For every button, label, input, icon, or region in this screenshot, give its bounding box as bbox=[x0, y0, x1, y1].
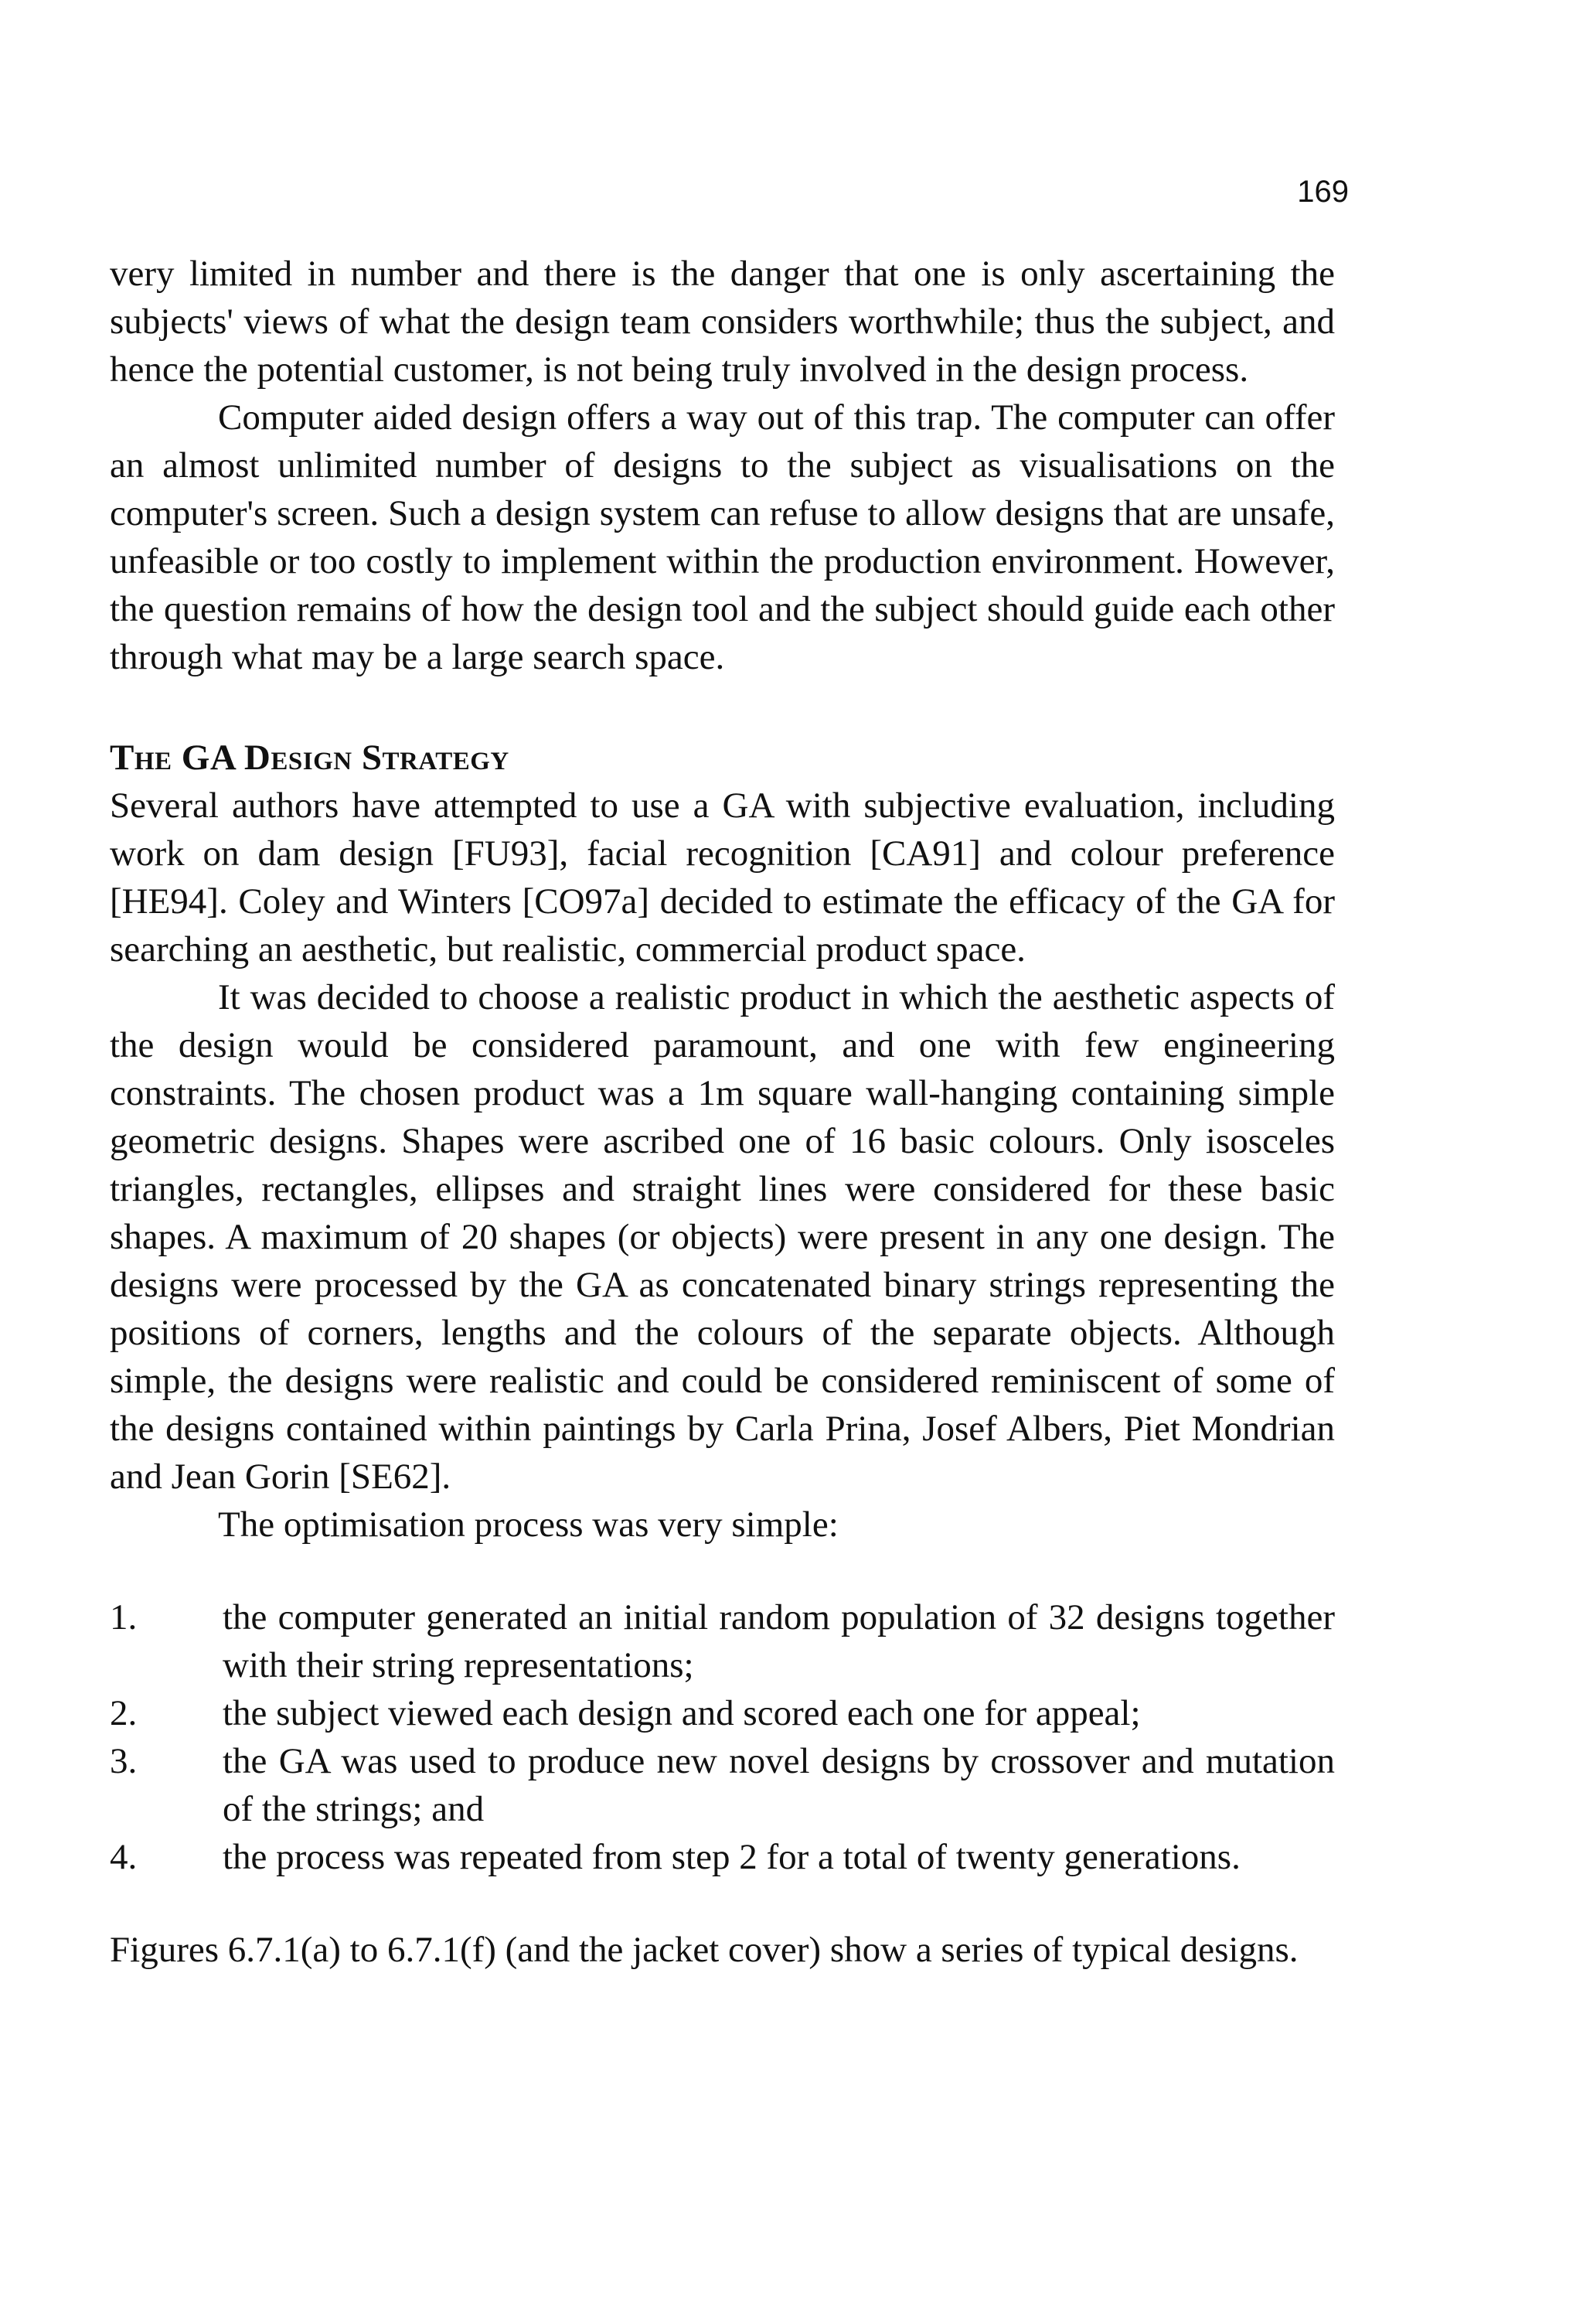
page-body bbox=[110, 250, 1335, 1974]
paragraph-realistic-product: It was decided to choose a realistic product in which the aesthetic aspects of the design would be considered paramount, and one with few engineering constraints. The chosen product was a 1m square wall-hanging containing simple geometric designs. Shapes were ascribed one of 16 basic colours. Only isosceles triangles, rectangles, ellipses and straight lines were considered for these basic shapes. A maximum of 20 shapes (or objects) were present in any one design. The designs were processed by the GA as concatenated binary strings representing the positions of corners, lengths and the colours of the separate objects. Although simple, the designs were realistic and could be considered reminiscent of some of the designs contained within paintings by Carla Prina, Josef Albers, Piet Mondrian and Jean Gorin [SE62]. bbox=[110, 977, 1335, 1497]
list-item-text: the GA was used to produce new novel designs by crossover and mutation of the strings; and bbox=[223, 1741, 1335, 1829]
page-number: 169 bbox=[1297, 175, 1349, 209]
paragraph-continuation: very limited in number and there is the danger that one is only ascertaining the subjects' views of what the design team considers worthwhile; thus the subject, and hence the potential customer, is not being truly involved in the design process. bbox=[110, 254, 1335, 390]
list-item-number: 4. bbox=[110, 1837, 138, 1877]
section-heading: The GA Design Strategy bbox=[110, 738, 509, 778]
paragraph-several-authors: Several authors have attempted to use a GA with subjective evaluation, including work on dam design [FU93], facial recognition [CA91] and colour preference [HE94]. Coley and Winters [CO97a] decided to estimate the efficacy of the GA for searching an aesthetic, but realistic, commercial product space. bbox=[110, 785, 1335, 969]
list-item-text: the process was repeated from step 2 for a total of twenty generations. bbox=[223, 1837, 1241, 1877]
optimisation-steps-list bbox=[110, 1593, 1335, 1881]
list-item-number: 1. bbox=[110, 1597, 138, 1637]
paragraph-computer-aided-design: Computer aided design offers a way out of this trap. The computer can offer an almost unlimited number of designs to the subject as visualisations on the computer's screen. Such a design system can refuse to allow designs that are unsafe, unfeasible or too costly to implement within the production environment. However, the question remains of how the design tool and the subject should guide each other through what may be a large search space. bbox=[110, 397, 1335, 677]
list-item bbox=[110, 1737, 1335, 1833]
list-item bbox=[110, 1593, 1335, 1689]
list-item-number: 2. bbox=[110, 1693, 138, 1733]
list-item-text: the computer generated an initial random population of 32 designs together with their string representations; bbox=[223, 1597, 1335, 1685]
paragraph-optimisation-intro: The optimisation process was very simple: bbox=[218, 1504, 839, 1545]
list-item-number: 3. bbox=[110, 1741, 138, 1781]
paragraph-figures: Figures 6.7.1(a) to 6.7.1(f) (and the jacket cover) show a series of typical designs. bbox=[110, 1930, 1299, 1970]
list-item-text: the subject viewed each design and scored each one for appeal; bbox=[223, 1693, 1141, 1733]
list-item bbox=[110, 1689, 1335, 1737]
list-item bbox=[110, 1833, 1335, 1881]
